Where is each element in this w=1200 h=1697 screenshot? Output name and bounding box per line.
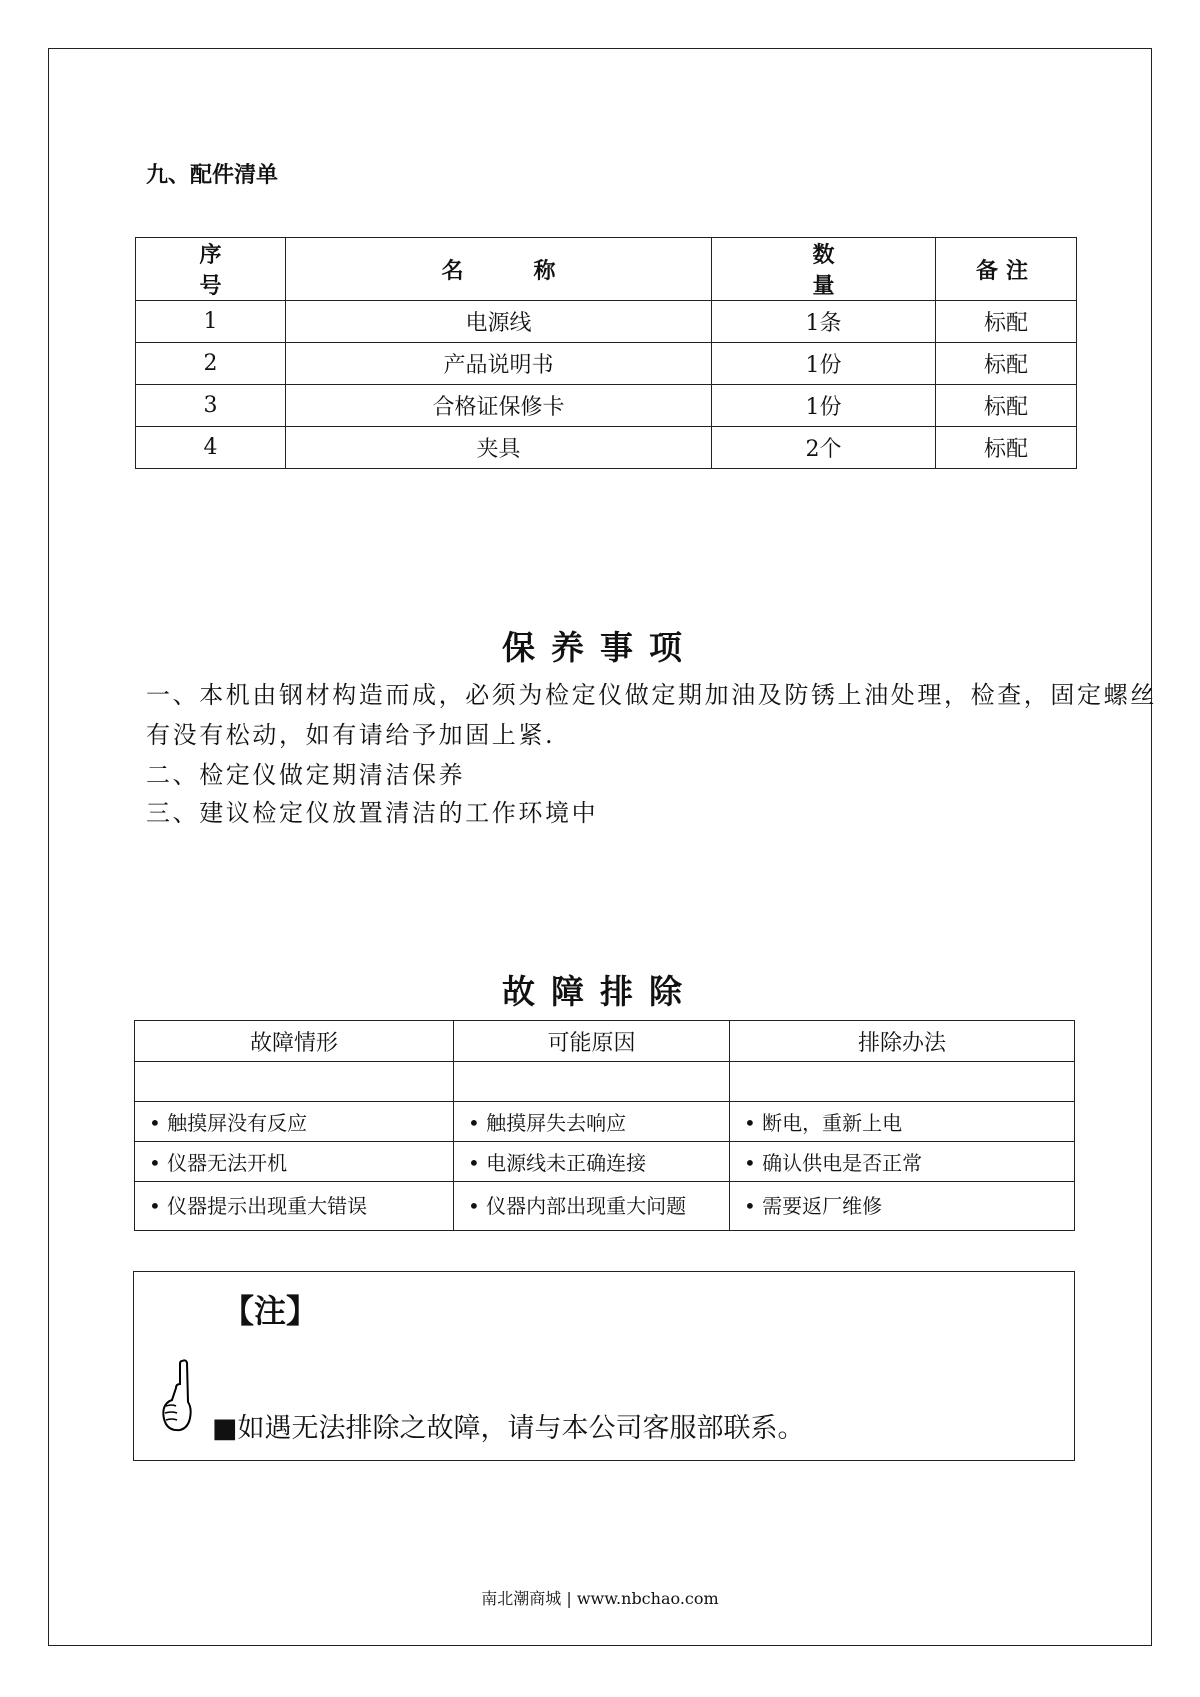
cell: • 触摸屏没有反应 [135, 1102, 454, 1142]
table-row [136, 301, 1077, 343]
maintenance-line-3: 二、检定仪做定期清洁保养 [146, 761, 466, 789]
cell: 2个 [712, 427, 936, 469]
cell: 3 [136, 385, 286, 427]
table-row [136, 343, 1077, 385]
header-name: 名称 [286, 238, 712, 301]
table-header-row [136, 238, 1077, 301]
table-row [135, 1182, 1075, 1231]
maintenance-title: 保养事项 [502, 628, 698, 667]
cell: 夹具 [286, 427, 712, 469]
note-text: ■如遇无法排除之故障，请与本公司客服部联系。 [212, 1413, 805, 1444]
cell: • 仪器内部出现重大问题 [454, 1182, 730, 1231]
maintenance-line-1: 一、本机由钢材构造而成，必须为检定仪做定期加油及防锈上油处理，检查，固定螺丝 [146, 681, 1157, 709]
cell: 2 [136, 343, 286, 385]
cell: 产品说明书 [286, 343, 712, 385]
header-quantity: 数量 [712, 238, 936, 301]
cell: 1 [136, 301, 286, 343]
cell: 电源线 [286, 301, 712, 343]
maintenance-line-2: 有没有松动，如有请给予加固上紧. [146, 721, 556, 749]
cell: 1份 [712, 385, 936, 427]
header-solution: 排除办法 [730, 1021, 1075, 1062]
header-symptom: 故障情形 [135, 1021, 454, 1062]
cell: 标配 [936, 385, 1077, 427]
cell: 合格证保修卡 [286, 385, 712, 427]
cell: • 需要返厂维修 [730, 1182, 1075, 1231]
table-row [135, 1102, 1075, 1142]
cell: • 确认供电是否正常 [730, 1142, 1075, 1182]
cell: 4 [136, 427, 286, 469]
cell [454, 1062, 730, 1102]
maintenance-line-4: 三、建议检定仪放置清洁的工作环境中 [146, 799, 599, 827]
cell: • 断电，重新上电 [730, 1102, 1075, 1142]
header-index: 序号 [136, 238, 286, 301]
cell [135, 1062, 454, 1102]
table-row [136, 385, 1077, 427]
table-row [136, 427, 1077, 469]
header-remark: 备注 [936, 238, 1077, 301]
pointing-hand-icon [160, 1358, 202, 1434]
cell: 1份 [712, 343, 936, 385]
accessories-heading: 九、配件清单 [146, 163, 279, 188]
cell: 标配 [936, 343, 1077, 385]
cell: • 电源线未正确连接 [454, 1142, 730, 1182]
note-title: 【注】 [222, 1292, 319, 1330]
table-row [135, 1142, 1075, 1182]
cell: 标配 [936, 301, 1077, 343]
cell: • 仪器无法开机 [135, 1142, 454, 1182]
cell [730, 1062, 1075, 1102]
troubleshooting-table [134, 1020, 1075, 1231]
cell: • 仪器提示出现重大错误 [135, 1182, 454, 1231]
header-cause: 可能原因 [454, 1021, 730, 1062]
cell: • 触摸屏失去响应 [454, 1102, 730, 1142]
accessories-table [135, 237, 1077, 469]
troubleshooting-title: 故障排除 [502, 972, 698, 1011]
footer: 南北潮商城 | www.nbchao.com [481, 1589, 719, 1608]
table-header-row [135, 1021, 1075, 1062]
table-row [135, 1062, 1075, 1102]
note-box [133, 1271, 1075, 1461]
cell: 1条 [712, 301, 936, 343]
cell: 标配 [936, 427, 1077, 469]
